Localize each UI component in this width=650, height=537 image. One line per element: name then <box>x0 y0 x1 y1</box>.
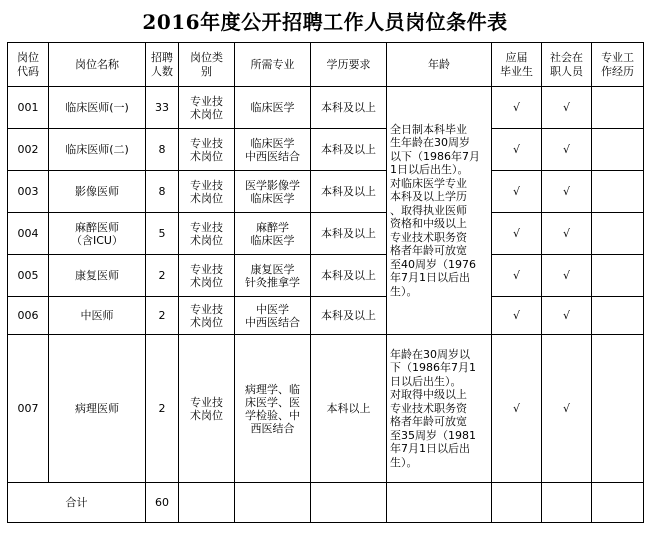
cell-name: 临床医师(一) <box>49 87 146 129</box>
total-row <box>8 483 644 523</box>
cell-experience <box>592 87 644 129</box>
cell-major: 康复医学 针灸推拿学 <box>235 255 311 297</box>
cell-graduate-check: √ <box>492 129 542 171</box>
cell-name: 影像医师 <box>49 171 146 213</box>
cell-experience <box>592 255 644 297</box>
age-line: 全日制本科毕业 <box>390 122 467 136</box>
header-education: 学历要求 <box>311 43 387 87</box>
age-line: 下（1986年7月1 <box>390 361 476 375</box>
header-major: 所需专业 <box>235 43 311 87</box>
cell-category: 专业技 术岗位 <box>179 297 235 335</box>
table-row <box>8 255 644 297</box>
cell-education: 本科及以上 <box>311 255 387 297</box>
header-row <box>8 43 644 87</box>
cell-social-check: √ <box>542 213 592 255</box>
header-count: 招聘 人数 <box>146 43 179 87</box>
cell-count: 2 <box>146 335 179 483</box>
age-line: 1日以后出生）。 <box>390 163 469 177</box>
cell-social-check: √ <box>542 335 592 483</box>
cell-major: 医学影像学 临床医学 <box>235 171 311 213</box>
cell-social-check: √ <box>542 297 592 335</box>
cell-empty <box>311 483 387 523</box>
age-line: 年7月1日以后出 <box>390 271 470 285</box>
cell-education: 本科及以上 <box>311 87 387 129</box>
cell-name: 临床医师(二) <box>49 129 146 171</box>
cell-code: 001 <box>8 87 49 129</box>
position-conditions-table <box>7 42 644 523</box>
age-line: 生）。 <box>390 455 418 469</box>
cell-experience <box>592 297 644 335</box>
cell-count: 8 <box>146 171 179 213</box>
cell-code: 003 <box>8 171 49 213</box>
table-row <box>8 87 644 129</box>
cell-empty <box>235 483 311 523</box>
age-line: 格者年龄可放宽 <box>390 244 467 258</box>
age-line: 本科及以上学历 <box>390 190 467 204</box>
header-category: 岗位类 别 <box>179 43 235 87</box>
header-name: 岗位名称 <box>49 43 146 87</box>
header-age: 年龄 <box>387 43 492 87</box>
cell-empty <box>179 483 235 523</box>
table-row <box>8 171 644 213</box>
cell-graduate-check: √ <box>492 87 542 129</box>
cell-category: 专业技 术岗位 <box>179 171 235 213</box>
header-graduate: 应届 毕业生 <box>492 43 542 87</box>
age-line: 专业技术职务资 <box>390 230 467 244</box>
cell-education: 本科及以上 <box>311 297 387 335</box>
header-experience: 专业工 作经历 <box>592 43 644 87</box>
age-line: 对临床医学专业 <box>390 176 467 190</box>
cell-experience <box>592 213 644 255</box>
cell-category: 专业技 术岗位 <box>179 87 235 129</box>
age-line: 、取得执业医师 <box>390 203 467 217</box>
cell-age-requirement <box>387 87 492 335</box>
cell-age-requirement <box>387 335 492 483</box>
total-count: 60 <box>146 483 179 523</box>
age-line: 年龄在30周岁以 <box>390 347 470 361</box>
age-line: 生）。 <box>390 284 418 298</box>
age-line: 生年龄在30周岁 <box>390 136 470 150</box>
table-row <box>8 335 644 483</box>
cell-empty <box>592 483 644 523</box>
cell-count: 5 <box>146 213 179 255</box>
cell-graduate-check: √ <box>492 213 542 255</box>
cell-count: 33 <box>146 87 179 129</box>
cell-graduate-check: √ <box>492 297 542 335</box>
cell-social-check: √ <box>542 171 592 213</box>
table-row <box>8 129 644 171</box>
cell-name: 麻醉医师 （含ICU） <box>49 213 146 255</box>
cell-category: 专业技 术岗位 <box>179 335 235 483</box>
cell-experience <box>592 129 644 171</box>
cell-education: 本科及以上 <box>311 129 387 171</box>
cell-social-check: √ <box>542 129 592 171</box>
cell-empty <box>492 483 542 523</box>
cell-major: 临床医学 中西医结合 <box>235 129 311 171</box>
cell-category: 专业技 术岗位 <box>179 129 235 171</box>
cell-name: 病理医师 <box>49 335 146 483</box>
cell-major: 病理学、临 床医学、医 学检验、中 西医结合 <box>235 335 311 483</box>
cell-code: 002 <box>8 129 49 171</box>
cell-name: 中医师 <box>49 297 146 335</box>
cell-experience <box>592 335 644 483</box>
age-line: 资格和中级以上 <box>390 217 467 231</box>
cell-education: 本科及以上 <box>311 171 387 213</box>
cell-major: 麻醉学 临床医学 <box>235 213 311 255</box>
cell-experience <box>592 171 644 213</box>
cell-count: 8 <box>146 129 179 171</box>
cell-name: 康复医师 <box>49 255 146 297</box>
page-title: 2016年度公开招聘工作人员岗位条件表 <box>142 10 508 34</box>
cell-education: 本科及以上 <box>311 213 387 255</box>
cell-graduate-check: √ <box>492 171 542 213</box>
cell-graduate-check: √ <box>492 255 542 297</box>
age-line: 日以后出生）。 <box>390 374 462 388</box>
cell-category: 专业技 术岗位 <box>179 255 235 297</box>
age-line: 年7月1日以后出 <box>390 442 470 456</box>
table-row <box>8 297 644 335</box>
cell-graduate-check: √ <box>492 335 542 483</box>
cell-count: 2 <box>146 297 179 335</box>
cell-social-check: √ <box>542 87 592 129</box>
cell-code: 004 <box>8 213 49 255</box>
cell-count: 2 <box>146 255 179 297</box>
header-social: 社会在 职人员 <box>542 43 592 87</box>
cell-empty <box>387 483 492 523</box>
cell-education: 本科以上 <box>311 335 387 483</box>
cell-code: 007 <box>8 335 49 483</box>
age-line: 专业技术职务资 <box>390 401 467 415</box>
age-line: 至35周岁（1981 <box>390 428 476 442</box>
table-row <box>8 213 644 255</box>
age-line: 以下（1986年7月 <box>390 149 480 163</box>
cell-code: 006 <box>8 297 49 335</box>
age-line: 至40周岁（1976 <box>390 257 476 271</box>
cell-code: 005 <box>8 255 49 297</box>
age-line: 对取得中级以上 <box>390 388 467 402</box>
total-label: 合计 <box>8 483 146 523</box>
cell-empty <box>542 483 592 523</box>
cell-major: 临床医学 <box>235 87 311 129</box>
header-code: 岗位 代码 <box>8 43 49 87</box>
cell-major: 中医学 中西医结合 <box>235 297 311 335</box>
age-line: 格者年龄可放宽 <box>390 415 467 429</box>
cell-social-check: √ <box>542 255 592 297</box>
cell-category: 专业技 术岗位 <box>179 213 235 255</box>
